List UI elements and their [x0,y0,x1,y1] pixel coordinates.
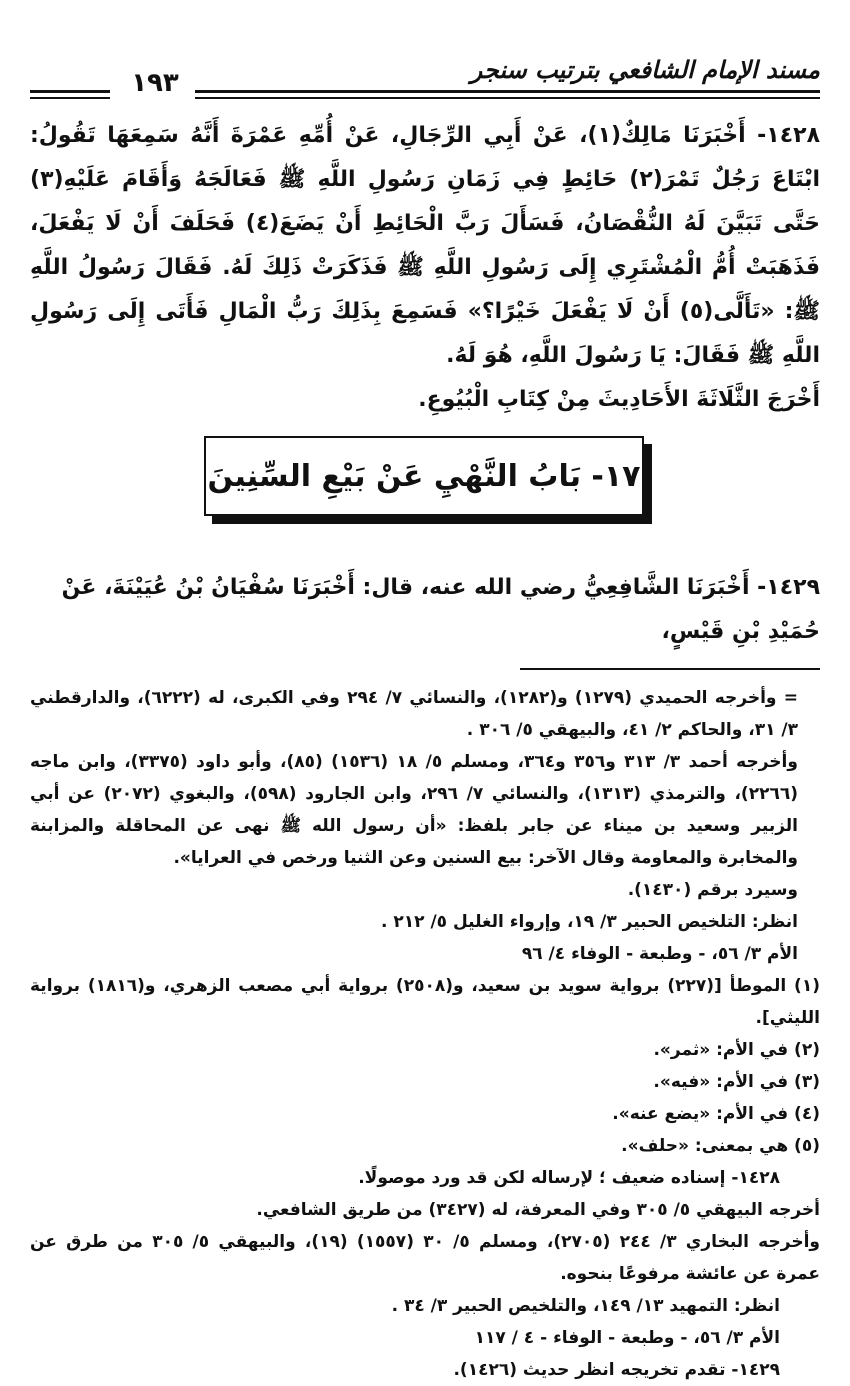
book-page [30,50,820,1380]
takhrij-line: انظر: التمهيد ١٣/ ١٤٩، والتلخيص الحبير ٣/ ٣٤ . [391,1296,780,1316]
note-line: وسيرد برقم (١٤٣٠). [627,880,798,900]
header-rule [195,90,820,99]
hadith-1428: ١٤٢٨- أَخْبَرَنَا مَالِكٌ(١)، عَنْ أَبِي الرِّجَالِ، عَنْ أُمِّهِ عَمْرَةَ أَنَّهُ سَمِعَهَا تَقُولُ: ابْتَاعَ رَجُلٌ تَمْرَ(٢) حَائِطٍ فِي زَمَانِ رَسُولِ اللَّهِ ﷺ فَعَالَجَهُ وَأَقَامَ عَلَيْهِ(٣) حَتَّى تَبَيَّنَ لَهُ النُّقْصَانُ، فَسَأَلَ رَبَّ الْحَائِطِ أَنْ يَضَعَ(٤) فَحَلَفَ أَنْ لَا يَفْعَلَ، فَذَهَبَتْ أُمُّ الْمُشْتَرِي إِلَى رَسُولِ اللَّهِ ﷺ فَذَكَرَتْ ذَلِكَ لَهُ. فَقَالَ رَسُولُ اللَّهِ ﷺ: «تَأَلَّى(٥) أَنْ لَا يَفْعَلَ خَيْرًا؟» فَسَمِعَ بِذَلِكَ رَبُّ الْمَالِ فَأَتَى إِلَى رَسُولِ اللَّهِ ﷺ فَقَالَ: يَا رَسُولَ اللَّهِ، هُوَ لَهُ. [30,123,820,368]
hadith-1429: ١٤٢٩- أَخْبَرَنَا الشَّافِعِيُّ رضي الله عنه، قال: أَخْبَرَنَا سُفْيَانُ بْنُ عُيَيْنَةَ، عَنْ حُمَيْدِ بْنِ قَيْسٍ، [61,575,820,644]
running-title: مسند الإمام الشافعي بترتيب سنجر [470,56,820,84]
header-rule-short [30,90,110,99]
chapter-heading [30,436,820,556]
takhrij-line: أخرجه البيهقي ٥/ ٣٠٥ وفي المعرفة، له (٣٤٢٧) من طريق الشافعي. [256,1200,820,1220]
footnotes-section [30,682,820,1386]
footnote: (٢) في الأم: «ثمر». [653,1040,820,1060]
takhrij-1429: ١٤٢٩- تقدم تخريجه انظر حديث (١٤٢٦). [453,1360,780,1380]
footnote: (٥) هي بمعنى: «حلف». [621,1136,820,1156]
source-note: أَخْرَجَ الثَّلَاثَةَ الأَحَادِيثَ مِنْ كِتَابِ الْبُيُوعِ. [418,387,820,412]
takhrij-line: الأم ٣/ ٥٦، - وطبعة - الوفاء - ٤ / ١١٧ [474,1328,780,1348]
footnote: (٣) في الأم: «فيه». [653,1072,820,1092]
note-line: = وأخرجه الحميدي (١٢٧٩) و(١٢٨٢)، والنسائي ٧/ ٢٩٤ وفي الكبرى، له (٦٢٢٢)، والدارقطني ٣/ ٣١، والحاكم ٢/ ٤١، والبيهقي ٥/ ٣٠٦ . [30,688,799,740]
page-header [30,50,820,108]
takhrij-heading: ١٤٢٨- إسناده ضعيف ؛ لإرساله لكن قد ورد موصولًا. [358,1168,780,1188]
note-line: الأم ٣/ ٥٦، - وطبعة - الوفاء ٤/ ٩٦ [521,944,798,964]
footnote-separator [520,668,820,670]
takhrij-line: وأخرجه البخاري ٣/ ٢٤٤ (٢٧٠٥)، ومسلم ٥/ ٣٠ (١٥٥٧) (١٩)، والبيهقي ٥/ ٣٠٥ من طرق عن عمرة عن عائشة مرفوعًا بنحوه. [30,1232,820,1284]
footnote: (١) الموطأ [(٢٢٧) برواية سويد بن سعيد، و(٢٥٠٨) برواية أبي مصعب الزهري، و(١٨١٦) برواية الليثي]. [30,976,820,1028]
main-text [30,114,820,654]
chapter-title: ١٧- بَابُ النَّهْيِ عَنْ بَيْعِ السِّنِينَ [204,436,644,516]
note-line: وأخرجه أحمد ٣/ ٣١٣ و٣٥٦ و٣٦٤، ومسلم ٥/ ١٨ (١٥٣٦) (٨٥)، وأبو داود (٣٣٧٥)، وابن ماجه (٢٢٦٦)، والترمذي (١٣١٣)، والنسائي ٧/ ٢٩٦، وابن الجارود (٥٩٨)، والبغوي (٢٠٧٢) عن أبي الزبير وسعيد بن ميناء عن جابر بلفظ: «أن رسول الله ﷺ نهى عن المحاقلة والمزابنة والمخابرة والمعاومة وقال الآخر: بيع السنين وعن الثنيا ورخص في العرايا». [30,752,798,868]
footnote: (٤) في الأم: «يضع عنه». [612,1104,820,1124]
page-number: ١٩٣ [131,68,179,98]
note-line: انظر: التلخيص الحبير ٣/ ١٩، وإرواء الغليل ٥/ ٢١٢ . [381,912,798,932]
